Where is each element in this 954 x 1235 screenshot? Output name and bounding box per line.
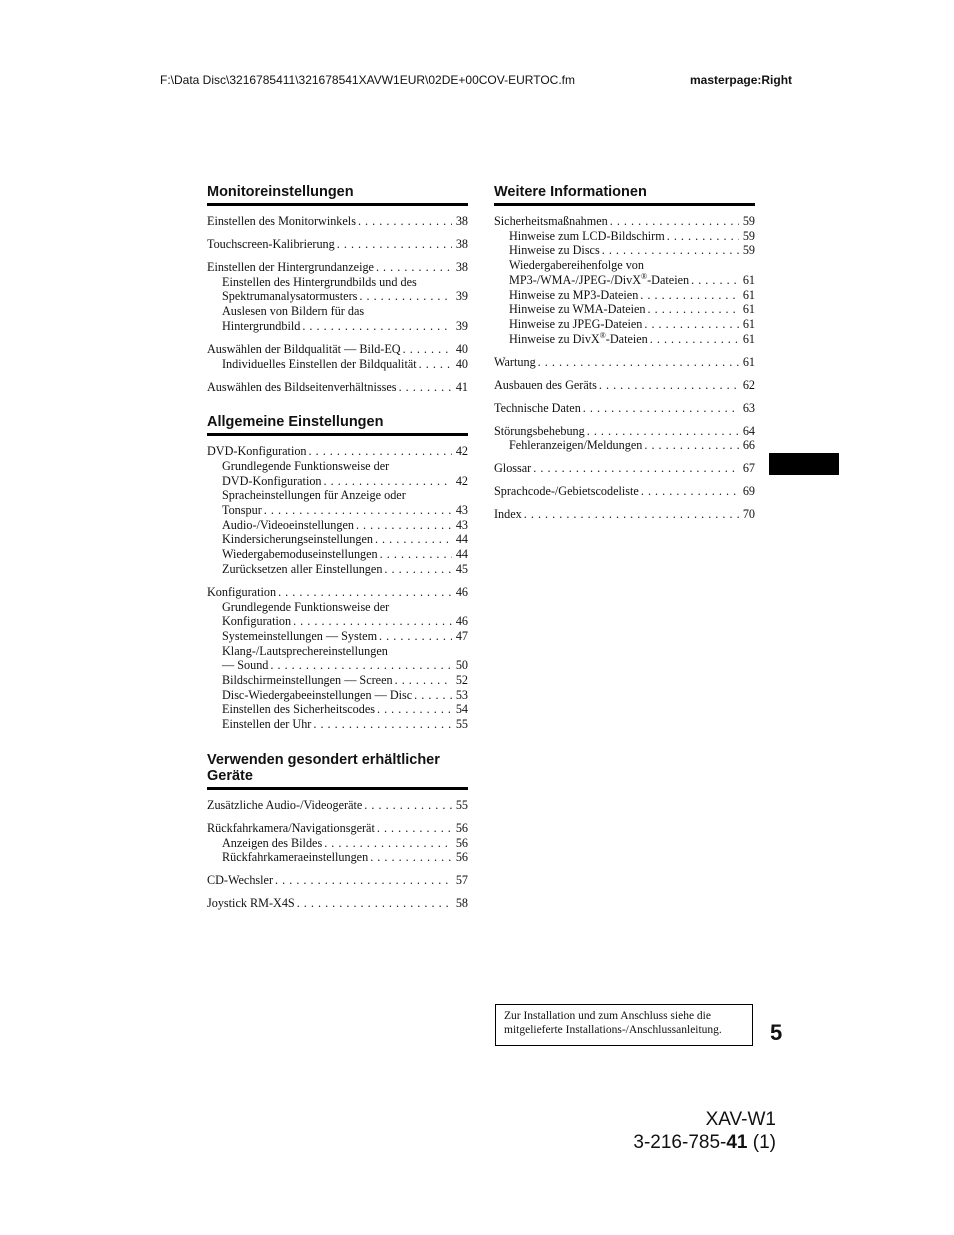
page-ref: 56 — [455, 820, 468, 835]
toc-entry — [207, 798, 468, 813]
page-ref: 42 — [455, 473, 468, 488]
page-ref: 55 — [455, 797, 468, 812]
page-ref: 39 — [455, 289, 468, 304]
page-ref: 42 — [455, 444, 468, 459]
entry-text — [494, 214, 608, 229]
toc-entry — [207, 873, 468, 888]
entry-text-main: Hintergrundbild — [222, 318, 301, 333]
toc-subentry — [207, 357, 468, 372]
leader-dots — [358, 214, 452, 229]
entry-text-main: Auslesen von Bildern für das — [222, 304, 365, 319]
leader-dots — [380, 547, 452, 562]
page-ref: 45 — [455, 561, 468, 576]
page-ref: 43 — [455, 503, 468, 518]
toc-subentry — [494, 258, 755, 273]
leader-dots — [379, 629, 452, 644]
entry-text — [494, 507, 522, 522]
entry-text — [207, 237, 335, 252]
page-ref: 61 — [742, 316, 755, 331]
toc-line — [494, 401, 755, 416]
leader-dots — [610, 214, 739, 229]
entry-text — [222, 488, 406, 503]
entry-text-main: Hinweise zu Discs — [509, 243, 600, 258]
leader-dots — [309, 444, 452, 459]
entry-text-main: Wartung — [494, 354, 536, 369]
entry-text-main: Sicherheitsmaßnahmen — [494, 214, 608, 228]
entry-text — [509, 438, 642, 453]
page-ref: 61 — [742, 354, 755, 369]
entry-text — [222, 547, 378, 562]
entry-text-main: Hinweise zu MP3-Dateien — [509, 287, 639, 302]
entry-text-main: Einstellen der Hintergrundanzeige — [207, 260, 374, 274]
registered-mark: ® — [599, 330, 606, 340]
toc-line — [494, 355, 755, 370]
toc-subentry — [494, 243, 755, 258]
entry-text — [222, 673, 393, 688]
entry-text — [509, 258, 644, 273]
entry-text — [509, 229, 665, 244]
model-code-prefix: 3-216-785- — [633, 1132, 727, 1153]
page-ref: 41 — [455, 379, 468, 394]
leader-dots — [648, 302, 739, 317]
toc-entry — [494, 378, 755, 393]
page-ref: 52 — [455, 673, 468, 688]
entry-text — [509, 302, 646, 317]
leader-dots — [313, 717, 452, 732]
leader-dots — [356, 518, 452, 533]
toc-subentry — [207, 673, 468, 688]
leader-dots — [302, 319, 452, 334]
toc-subentry — [207, 562, 468, 577]
leader-dots — [602, 243, 739, 258]
toc-entry — [207, 214, 468, 229]
leader-dots — [375, 532, 452, 547]
toc-line — [207, 896, 468, 911]
toc-subentry — [207, 600, 468, 615]
leader-dots — [364, 798, 452, 813]
leader-dots — [359, 289, 452, 304]
page-ref: 38 — [455, 237, 468, 251]
leader-dots — [297, 896, 452, 911]
toc-subentry — [207, 304, 468, 319]
toc-entry — [207, 821, 468, 865]
entry-text-main: Auswählen der Bildqualität — Bild-EQ — [207, 341, 401, 356]
entry-text — [207, 214, 356, 229]
section-tab-marker — [769, 453, 839, 475]
toc-entry — [494, 484, 755, 499]
registered-mark: ® — [641, 271, 648, 281]
toc-subentry — [207, 459, 468, 474]
model-block — [633, 1108, 776, 1154]
entry-text-main: Zusätzliche Audio-/Videogeräte — [207, 797, 363, 812]
toc-subentry — [207, 503, 468, 518]
leader-dots — [384, 562, 452, 577]
leader-dots — [324, 836, 452, 851]
entry-text — [494, 461, 531, 476]
entry-text — [509, 332, 648, 347]
entry-text-main: Hinweise zu JPEG-Dateien — [509, 316, 643, 331]
toc-subentry — [207, 474, 468, 489]
leader-dots — [395, 673, 452, 688]
installation-note-box — [495, 1004, 753, 1046]
page-ref: 54 — [455, 702, 468, 717]
entry-text — [509, 317, 642, 332]
section-title: Weitere Informationen — [494, 184, 755, 206]
model-code-suffix: (1) — [747, 1132, 776, 1153]
toc-subentry — [494, 332, 755, 347]
page-ref: 50 — [455, 658, 468, 673]
toc-section — [494, 184, 755, 522]
page-ref: 57 — [455, 873, 468, 888]
entry-text-suffix: -Dateien — [605, 331, 648, 346]
note-line-2: mitgelieferte Installations-/Anschlussanleitung. — [504, 1024, 722, 1036]
entry-text — [509, 288, 638, 303]
page-ref: 61 — [742, 302, 755, 317]
page-ref: 46 — [455, 584, 468, 599]
page-ref: 56 — [455, 850, 468, 865]
entry-text-main: DVD-Konfiguration — [207, 444, 307, 459]
page-ref: 67 — [742, 461, 755, 476]
toc-line — [494, 214, 755, 229]
entry-text — [222, 717, 311, 732]
toc-entry — [494, 214, 755, 346]
entry-text-main: Glossar — [494, 461, 532, 476]
note-line-1: Zur Installation und zum Anschluss siehe die — [504, 1010, 711, 1022]
toc-line — [494, 461, 755, 476]
leader-dots — [324, 474, 452, 489]
toc-subentry — [207, 702, 468, 717]
entry-text-main: Audio-/Videoeinstellungen — [222, 517, 354, 532]
model-code-bold: 41 — [726, 1132, 748, 1153]
toc-subentry — [494, 438, 755, 453]
entry-text-main: Sprachcode-/Gebietscodeliste — [494, 484, 639, 499]
entry-text-main: Konfiguration — [207, 584, 277, 599]
entry-text — [207, 585, 276, 600]
entry-text — [207, 260, 374, 275]
page-ref: 63 — [742, 400, 755, 415]
page-ref: 43 — [455, 517, 468, 532]
toc-entry — [207, 585, 468, 732]
entry-text-main: Fehleranzeigen/Meldungen — [509, 438, 643, 453]
leader-dots — [641, 484, 739, 499]
entry-text-main: Joystick RM-X4S — [207, 896, 295, 911]
toc-line — [207, 821, 468, 836]
page-ref: 47 — [455, 628, 468, 643]
page-ref: 40 — [455, 356, 468, 371]
leader-dots — [524, 507, 739, 522]
toc-line — [494, 507, 755, 522]
entry-text — [509, 243, 600, 258]
entry-text — [222, 474, 322, 489]
toc-line — [207, 237, 468, 252]
entry-text-main: Grundlegende Funktionsweise der — [222, 599, 390, 614]
entry-text-main: Hinweise zum LCD-Bildschirm — [509, 228, 665, 243]
leader-dots — [644, 317, 739, 332]
leader-dots — [376, 260, 452, 275]
entry-text-main: DVD-Konfiguration — [222, 473, 322, 488]
entry-text-main: Rückfahrkameraeinstellungen — [222, 850, 369, 865]
entry-text — [222, 289, 357, 304]
page-ref: 61 — [742, 331, 755, 346]
entry-text — [222, 459, 389, 474]
entry-text — [222, 836, 322, 851]
entry-text — [207, 896, 295, 911]
page-ref: 59 — [742, 243, 755, 258]
toc-line — [494, 424, 755, 439]
entry-text-main: Anzeigen des Bildes — [222, 835, 323, 850]
leader-dots — [691, 273, 739, 288]
page-ref: 61 — [742, 272, 755, 287]
model-code — [633, 1131, 776, 1154]
toc-subentry — [207, 289, 468, 304]
toc-subentry — [207, 488, 468, 503]
entry-text-main: Wiedergabereihenfolge von — [509, 258, 644, 273]
leader-dots — [583, 401, 739, 416]
toc-subentry — [207, 850, 468, 865]
entry-text-suffix: -Dateien — [647, 272, 690, 287]
entry-text-main: Störungsbehebung — [494, 423, 585, 438]
page-ref: 39 — [455, 318, 468, 333]
toc-subentry — [494, 229, 755, 244]
toc-subentry — [207, 658, 468, 673]
leader-dots — [667, 229, 739, 244]
entry-text-main: Index — [494, 507, 522, 522]
entry-text — [494, 355, 536, 370]
leader-dots — [403, 342, 452, 357]
leader-dots — [275, 873, 452, 888]
entry-text-main: Bildschirmeinstellungen — Screen — [222, 673, 393, 688]
leader-dots — [377, 702, 452, 717]
entry-text — [494, 484, 639, 499]
toc-section — [207, 184, 468, 394]
leader-dots — [419, 357, 452, 372]
toc-entry — [207, 260, 468, 334]
toc-line — [207, 380, 468, 395]
entry-text-main: Disc-Wiedergabeeinstellungen — Disc — [222, 687, 413, 702]
entry-text — [494, 378, 597, 393]
entry-text — [222, 357, 417, 372]
leader-dots — [538, 355, 739, 370]
entry-text-main: Systemeinstellungen — System — [222, 628, 378, 643]
toc-entry — [207, 342, 468, 371]
page-number: 5 — [770, 1020, 783, 1045]
section-title: Allgemeine Einstellungen — [207, 414, 468, 436]
page-ref: 58 — [455, 896, 468, 911]
entry-text — [207, 444, 307, 459]
toc-subentry — [207, 688, 468, 703]
leader-dots — [270, 658, 452, 673]
entry-text — [207, 873, 273, 888]
toc-entry — [494, 461, 755, 476]
entry-text-main: Ausbauen des Geräts — [494, 377, 597, 392]
leader-dots — [599, 378, 739, 393]
entry-text-main: Wiedergabemoduseinstellungen — [222, 547, 378, 562]
leader-dots — [414, 688, 452, 703]
toc-subentry — [207, 629, 468, 644]
entry-text-main: Technische Daten — [494, 400, 581, 415]
toc-line — [207, 214, 468, 229]
entry-text — [222, 702, 375, 717]
entry-text-main: CD-Wechsler — [207, 873, 274, 888]
entry-text-main: Hinweise zu DivX — [509, 331, 600, 346]
page-ref: 70 — [742, 507, 755, 522]
entry-text — [222, 850, 368, 865]
page-ref: 62 — [742, 377, 755, 392]
toc-entry — [207, 444, 468, 576]
entry-text-main: Hinweise zu WMA-Dateien — [509, 302, 646, 317]
entry-text — [222, 304, 364, 319]
toc-entry — [494, 424, 755, 453]
page-ref: 69 — [742, 484, 755, 499]
model-name: XAV-W1 — [705, 1109, 776, 1130]
toc-subentry — [207, 614, 468, 629]
entry-text-main: Touchscreen-Kalibrierung — [207, 237, 335, 251]
toc-right-column — [494, 184, 755, 530]
entry-text — [222, 658, 268, 673]
entry-text — [222, 614, 291, 629]
toc-line — [494, 378, 755, 393]
toc-section — [207, 414, 468, 732]
toc-entry — [207, 237, 468, 252]
entry-text-main: Spracheinstellungen für Anzeige oder — [222, 488, 406, 503]
leader-dots — [377, 821, 452, 836]
entry-text-main: Auswählen des Bildseitenverhältnisses — [207, 379, 397, 394]
entry-text — [222, 688, 412, 703]
entry-text — [494, 424, 585, 439]
entry-text — [222, 600, 389, 615]
entry-text — [207, 821, 375, 836]
entry-text-main: Kindersicherungseinstellungen — [222, 532, 373, 547]
header-file-path: F:\Data Disc\3216785411\321678541XAVW1EUR\02DE+00COV-EURTOC.fm — [160, 73, 575, 87]
toc-line — [207, 585, 468, 600]
leader-dots — [587, 424, 739, 439]
leader-dots — [293, 614, 452, 629]
leader-dots — [640, 288, 739, 303]
entry-text-main: — Sound — [222, 658, 269, 673]
toc-entry — [207, 380, 468, 395]
page-ref: 59 — [742, 228, 755, 243]
page-ref: 38 — [455, 260, 468, 274]
toc-subentry — [494, 273, 755, 288]
toc-subentry — [494, 317, 755, 332]
page-ref: 38 — [455, 214, 468, 228]
toc-entry — [494, 401, 755, 416]
page-ref: 61 — [742, 287, 755, 302]
toc-left-column — [207, 184, 468, 919]
page-ref: 59 — [742, 214, 755, 228]
entry-text-main: Spektrumanalysatormusters — [222, 289, 358, 304]
entry-text-main: Einstellen des Monitorwinkels — [207, 214, 356, 228]
header-masterpage: masterpage:Right — [690, 73, 793, 87]
page-ref: 66 — [742, 438, 755, 453]
toc-subentry — [207, 717, 468, 732]
toc-line — [207, 260, 468, 275]
entry-text-main: Klang-/Lautsprechereinstellungen — [222, 643, 388, 658]
toc-subentry — [207, 532, 468, 547]
entry-text-main: Zurücksetzen aller Einstellungen — [222, 561, 383, 576]
section-title: Verwenden gesondert erhältlicher Geräte — [207, 752, 468, 790]
toc-entry — [207, 896, 468, 911]
page-ref: 40 — [455, 341, 468, 356]
page-ref: 44 — [455, 532, 468, 547]
toc-line — [207, 873, 468, 888]
toc-line — [207, 342, 468, 357]
entry-text-main: Einstellen der Uhr — [222, 717, 312, 732]
page-ref: 44 — [455, 547, 468, 562]
entry-text-main: Rückfahrkamera/Navigationsgerät — [207, 820, 375, 835]
page-ref: 64 — [742, 423, 755, 438]
toc-subentry — [207, 275, 468, 290]
page-ref: 56 — [455, 835, 468, 850]
entry-text — [222, 532, 373, 547]
leader-dots — [278, 585, 452, 600]
entry-text — [222, 518, 354, 533]
leader-dots — [264, 503, 452, 518]
toc-subentry — [207, 518, 468, 533]
toc-subentry — [494, 302, 755, 317]
entry-text-main: MP3-/WMA-/JPEG-/DivX — [509, 272, 642, 287]
toc-line — [207, 798, 468, 813]
toc-subentry — [494, 288, 755, 303]
entry-text-main: Grundlegende Funktionsweise der — [222, 458, 390, 473]
toc-subentry — [207, 319, 468, 334]
entry-text — [222, 503, 262, 518]
toc-entry — [494, 355, 755, 370]
toc-section — [207, 752, 468, 911]
toc-subentry — [207, 644, 468, 659]
leader-dots — [337, 237, 452, 252]
entry-text-main: Individuelles Einstellen der Bildqualität — [222, 356, 417, 371]
section-title: Monitoreinstellungen — [207, 184, 468, 206]
toc-entry — [494, 507, 755, 522]
entry-text — [207, 342, 401, 357]
entry-text — [207, 380, 397, 395]
leader-dots — [533, 461, 739, 476]
entry-text — [222, 319, 300, 334]
leader-dots — [650, 332, 739, 347]
leader-dots — [399, 380, 452, 395]
page-ref: 55 — [455, 717, 468, 732]
page-ref: 46 — [455, 614, 468, 629]
entry-text — [222, 629, 377, 644]
leader-dots — [370, 850, 452, 865]
toc-line — [207, 444, 468, 459]
entry-text — [222, 275, 417, 290]
entry-text — [509, 273, 689, 288]
entry-text — [207, 798, 362, 813]
leader-dots — [644, 438, 739, 453]
entry-text-main: Konfiguration — [222, 614, 292, 629]
toc-subentry — [207, 836, 468, 851]
entry-text — [222, 562, 382, 577]
toc-subentry — [207, 547, 468, 562]
entry-text-main: Einstellen des Hintergrundbilds und des — [222, 274, 417, 289]
page-ref: 53 — [455, 687, 468, 702]
entry-text-main: Einstellen des Sicherheitscodes — [222, 702, 375, 717]
toc-line — [494, 484, 755, 499]
entry-text-main: Tonspur — [222, 503, 262, 518]
entry-text — [222, 644, 388, 659]
entry-text — [494, 401, 581, 416]
